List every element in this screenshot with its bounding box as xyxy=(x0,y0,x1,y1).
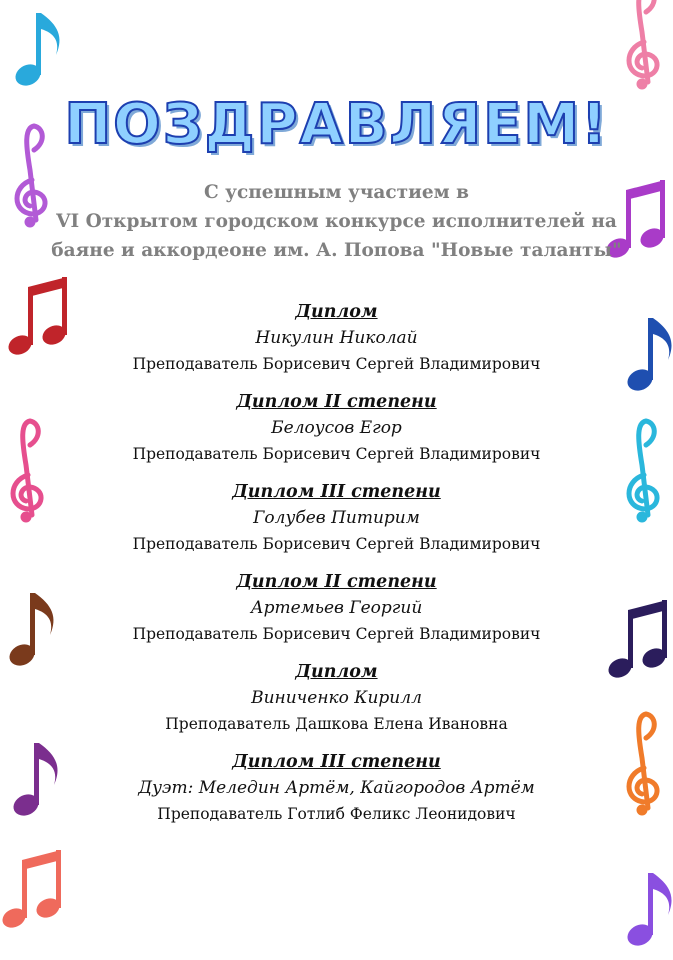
award-item xyxy=(60,300,613,377)
award-recipient: Никулин Николай xyxy=(255,328,418,348)
award-title: Диплом II степени xyxy=(236,392,437,412)
award-item xyxy=(60,750,613,827)
left-note-6-icon xyxy=(10,743,58,820)
award-title: Диплом xyxy=(295,302,378,322)
left-clef-4-icon xyxy=(13,421,41,522)
right-note-3-icon xyxy=(624,318,672,395)
award-title: Диплом xyxy=(295,662,378,682)
award-title: Диплом III степени xyxy=(232,752,441,772)
award-teacher: Преподаватель Борисевич Сергей Владимирович xyxy=(132,535,541,553)
award-teacher: Преподаватель Дашкова Елена Ивановна xyxy=(165,715,508,733)
award-item xyxy=(60,390,613,467)
right-clef-4-icon xyxy=(629,421,657,522)
right-clef-6-icon xyxy=(629,714,657,815)
subtitle-line-2: VI Открытом городском конкурсе исполнителей на xyxy=(56,211,617,232)
right-note-7-icon xyxy=(624,873,672,950)
right-beamed-5-icon xyxy=(605,600,668,681)
award-recipient: Артемьев Георгий xyxy=(250,598,423,618)
award-recipient: Белоусов Егор xyxy=(271,418,402,438)
award-title: Диплом III степени xyxy=(232,482,441,502)
left-note-5-icon xyxy=(6,593,54,670)
award-recipient: Виниченко Кирилл xyxy=(251,688,422,708)
award-item xyxy=(60,480,613,557)
award-recipient: Голубев Питирим xyxy=(253,508,420,528)
award-item xyxy=(60,570,613,647)
left-beamed-7-icon xyxy=(0,850,63,931)
award-title: Диплом II степени xyxy=(236,572,437,592)
award-teacher: Преподаватель Борисевич Сергей Владимирович xyxy=(132,625,541,643)
left-note-1-icon xyxy=(12,13,60,90)
award-teacher: Преподаватель Борисевич Сергей Владимирович xyxy=(132,445,541,463)
subtitle-line-3: баяне и аккордеоне им. А. Попова "Новые таланты" xyxy=(51,240,622,261)
award-teacher: Преподаватель Готлиб Феликс Леонидович xyxy=(157,805,516,823)
page-title: ПОЗДРАВЛЯЕМ! xyxy=(64,92,609,157)
award-recipient: Дуэт: Меледин Артём, Кайгородов Артём xyxy=(138,778,535,798)
awards-list xyxy=(60,300,613,840)
award-item xyxy=(60,660,613,737)
right-clef-1-icon xyxy=(629,0,657,89)
award-teacher: Преподаватель Борисевич Сергей Владимирович xyxy=(132,355,541,373)
subtitle xyxy=(40,178,633,265)
subtitle-line-1: С успешным участием в xyxy=(203,182,470,203)
